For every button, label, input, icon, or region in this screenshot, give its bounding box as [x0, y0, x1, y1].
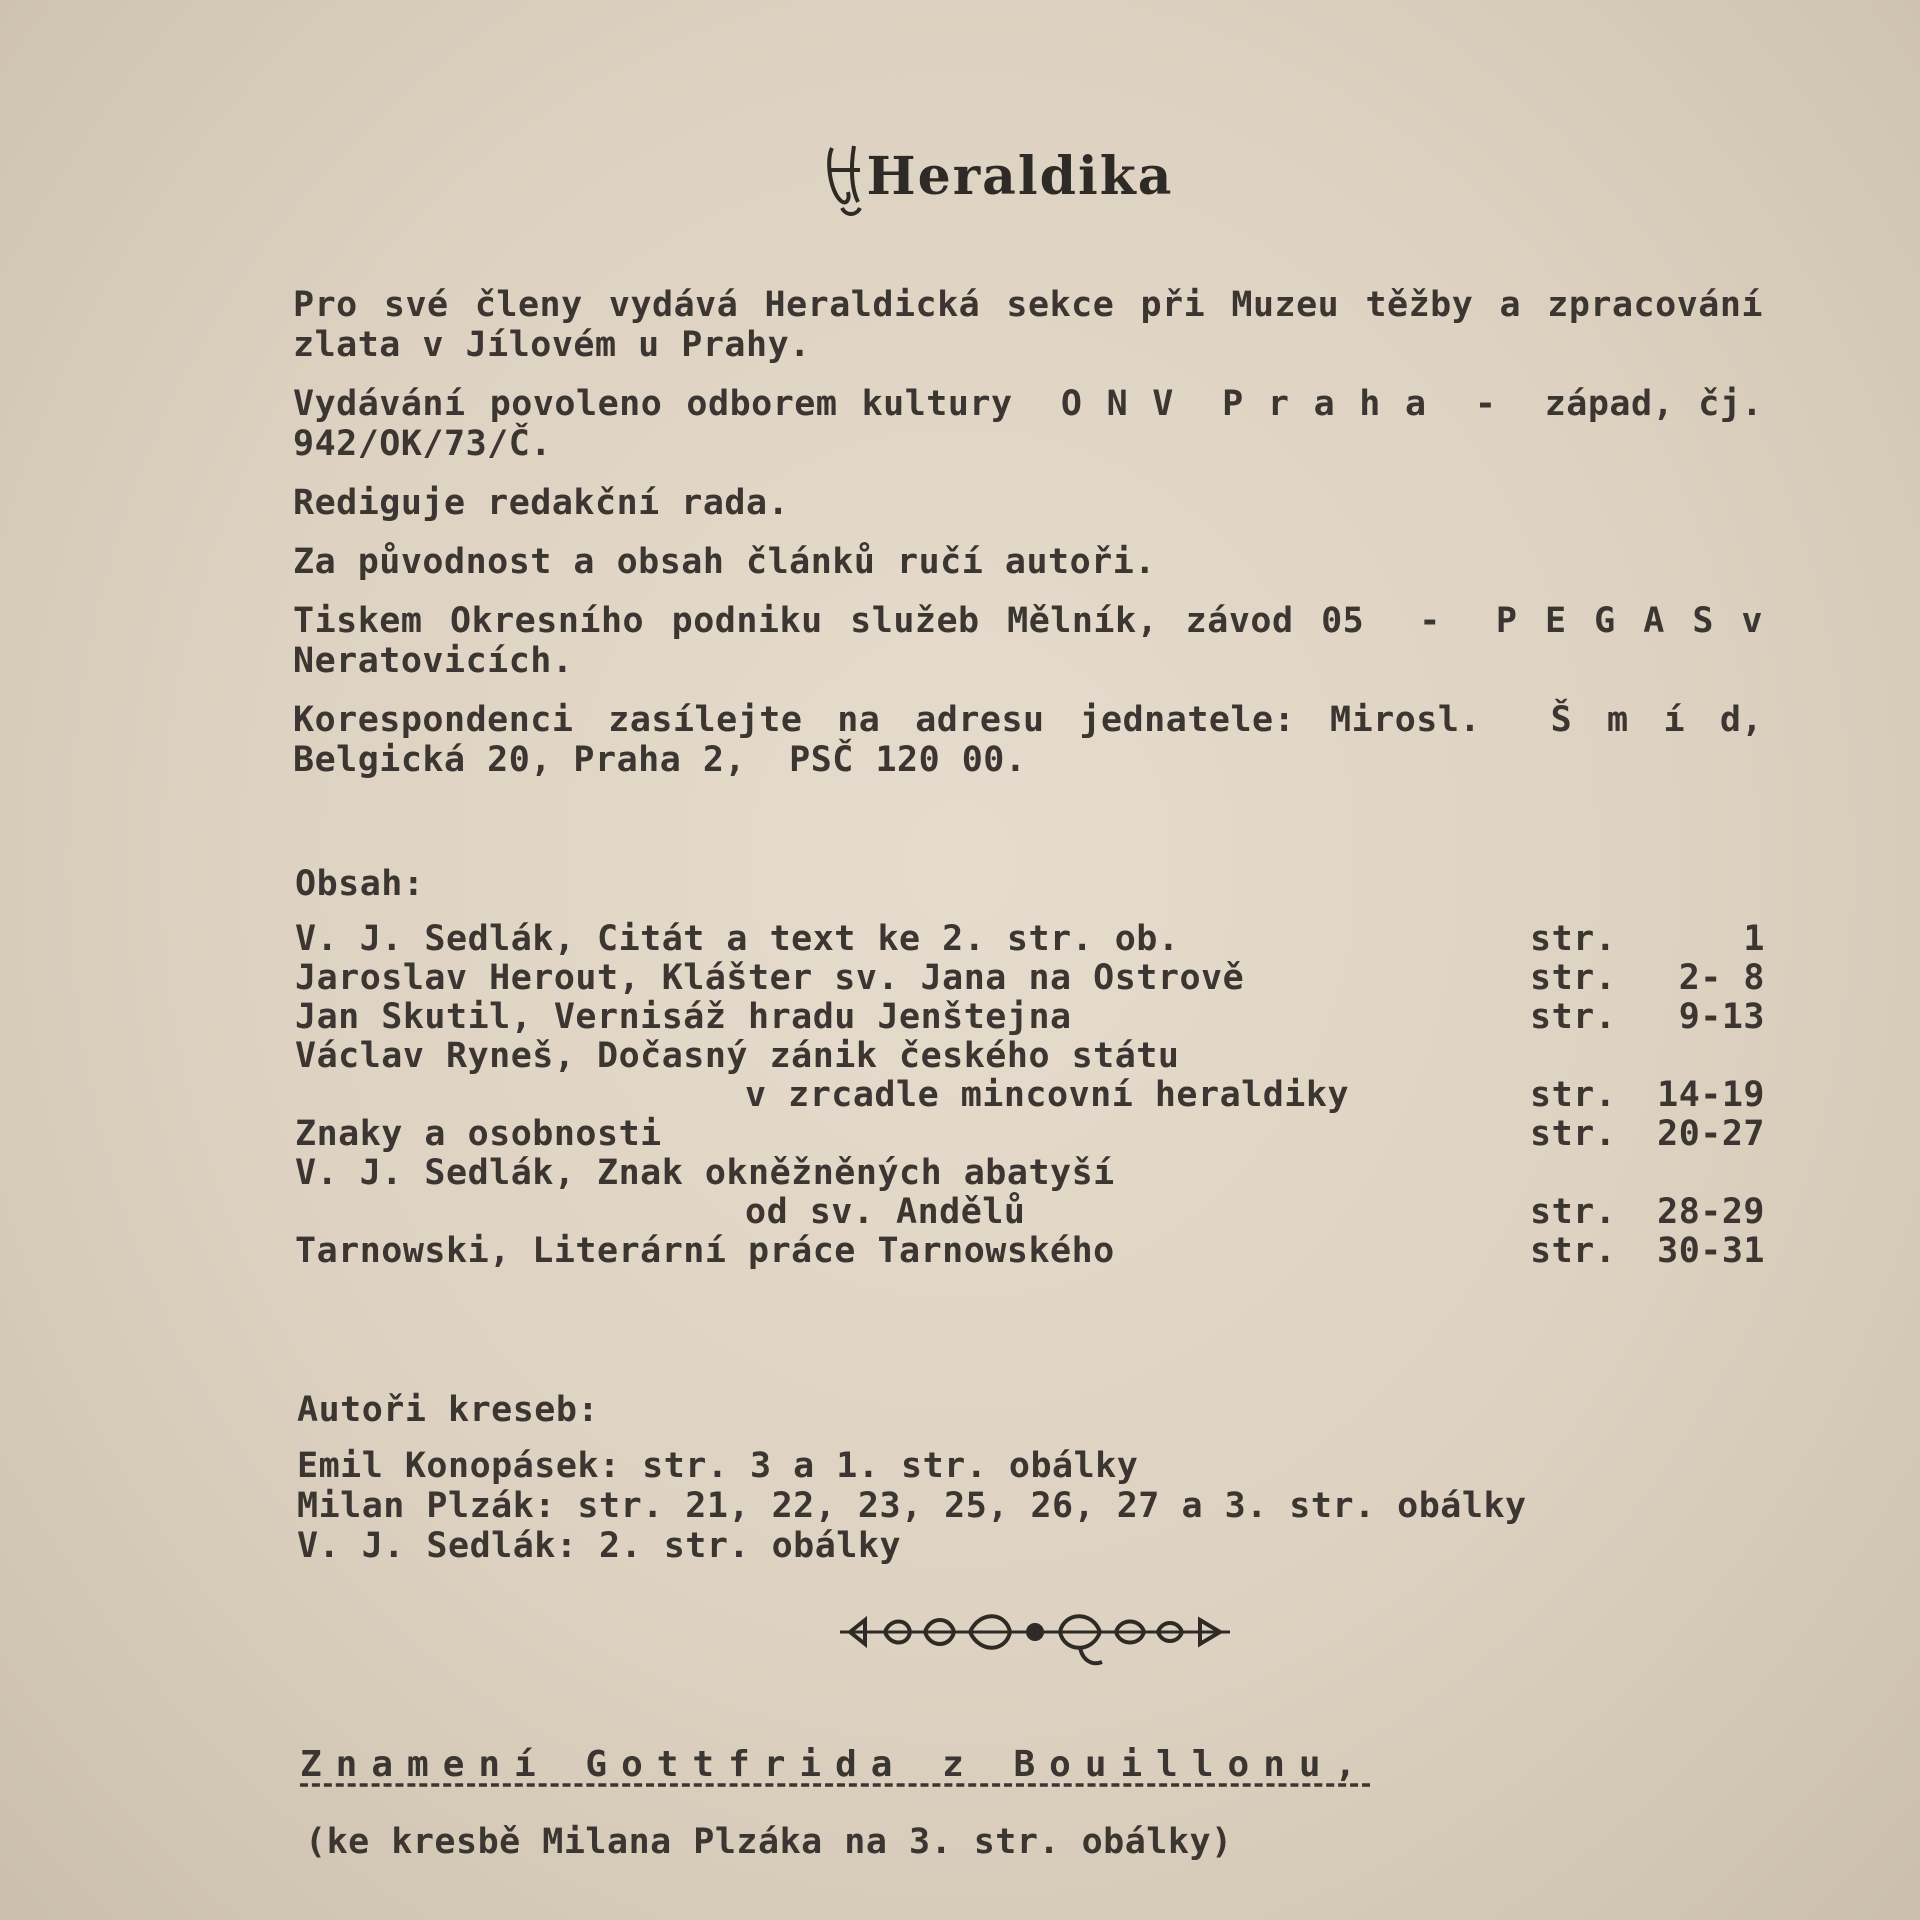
toc-row	[295, 1232, 1765, 1271]
toc-entry-title: Jaroslav Herout, Klášter sv. Jana na Ostrově	[295, 958, 1245, 998]
masthead-wordmark	[820, 130, 1210, 220]
toc-entry-str-label: str.	[1530, 1075, 1617, 1115]
imprint-block	[293, 285, 1785, 799]
toc-row	[295, 959, 1765, 998]
imprint-printer: Tiskem Okresního podniku služeb Mělník, závod 05 - P E G A S v Neratovicích.	[293, 601, 1785, 681]
drawing-authors	[297, 1390, 1767, 1566]
toc-entry-pages: 9-13	[1678, 997, 1765, 1037]
toc-entry-title: V. J. Sedlák, Znak okněžněných abatyší	[295, 1153, 1115, 1193]
toc-row	[295, 1154, 1765, 1193]
toc-entry-title: Tarnowski, Literární práce Tarnowského	[295, 1231, 1115, 1271]
toc-row	[295, 1037, 1765, 1076]
toc-entry-pages: 14-19	[1657, 1075, 1765, 1115]
table-of-contents	[295, 920, 1765, 1271]
drawing-author-line: Emil Konopásek: str. 3 a 1. str. obálky	[297, 1446, 1139, 1486]
masthead-title-text: Heraldika	[866, 146, 1174, 207]
toc-entry-pages: 1	[1743, 919, 1765, 959]
toc-entry-pages: 28-29	[1657, 1192, 1765, 1232]
toc-row	[295, 998, 1765, 1037]
imprint-editors: Rediguje redakční rada.	[293, 483, 790, 523]
toc-entry-title: V. J. Sedlák, Citát a text ke 2. str. ob.	[295, 919, 1180, 959]
toc-row	[295, 1115, 1765, 1154]
toc-entry-str-label: str.	[1530, 919, 1617, 959]
imprint-permit: Vydávání povoleno odborem kultury O N V P r a h a - západ, čj. 942/OK/73/Č.	[293, 384, 1785, 464]
toc-entry-pages: 20-27	[1657, 1114, 1765, 1154]
drawings-heading: Autoři kreseb:	[297, 1390, 600, 1430]
contents-heading: Obsah:	[295, 864, 425, 904]
article-title: Znamení Gottfrida z Bouillonu,	[300, 1744, 1371, 1785]
heraldika-masthead-logo	[820, 130, 1210, 220]
imprint-publisher: Pro své členy vydává Heraldická sekce při Muzeu těžby a zpracování zlata v Jílovém u Prahy.	[293, 285, 1785, 365]
toc-row	[295, 920, 1765, 959]
floral-divider-icon	[830, 1592, 1240, 1672]
toc-entry-str-label: str.	[1530, 997, 1617, 1037]
toc-entry-pages: 30-31	[1657, 1231, 1765, 1271]
toc-entry-title: od sv. Andělů	[745, 1192, 1026, 1232]
toc-entry-str-label: str.	[1530, 958, 1617, 998]
toc-entry-title: Václav Ryneš, Dočasný zánik českého státu	[295, 1036, 1180, 1076]
article-note: (ke kresbě Milana Plzáka na 3. str. obálky)	[305, 1822, 1233, 1862]
toc-entry-str-label: str.	[1530, 1231, 1617, 1271]
toc-entry-pages: 2- 8	[1678, 958, 1765, 998]
toc-row	[295, 1193, 1765, 1232]
toc-entry-title: v zrcadle mincovní heraldiky	[745, 1075, 1350, 1115]
decorative-ornament	[830, 1592, 1240, 1672]
drawing-author-line: V. J. Sedlák: 2. str. obálky	[297, 1526, 902, 1566]
drawing-author-line: Milan Plzák: str. 21, 22, 23, 25, 26, 27 a 3. str. obálky	[297, 1486, 1527, 1526]
toc-entry-title: Znaky a osobnosti	[295, 1114, 662, 1154]
toc-entry-title: Jan Skutil, Vernisáž hradu Jenštejna	[295, 997, 1072, 1037]
toc-row	[295, 1076, 1765, 1115]
imprint-responsibility: Za původnost a obsah článků ručí autoři.	[293, 542, 1156, 582]
toc-entry-str-label: str.	[1530, 1192, 1617, 1232]
imprint-correspondence: Korespondenci zasílejte na adresu jednatele: Mirosl. Š m í d, Belgická 20, Praha 2, PSČ 120 00.	[293, 700, 1785, 780]
toc-entry-str-label: str.	[1530, 1114, 1617, 1154]
